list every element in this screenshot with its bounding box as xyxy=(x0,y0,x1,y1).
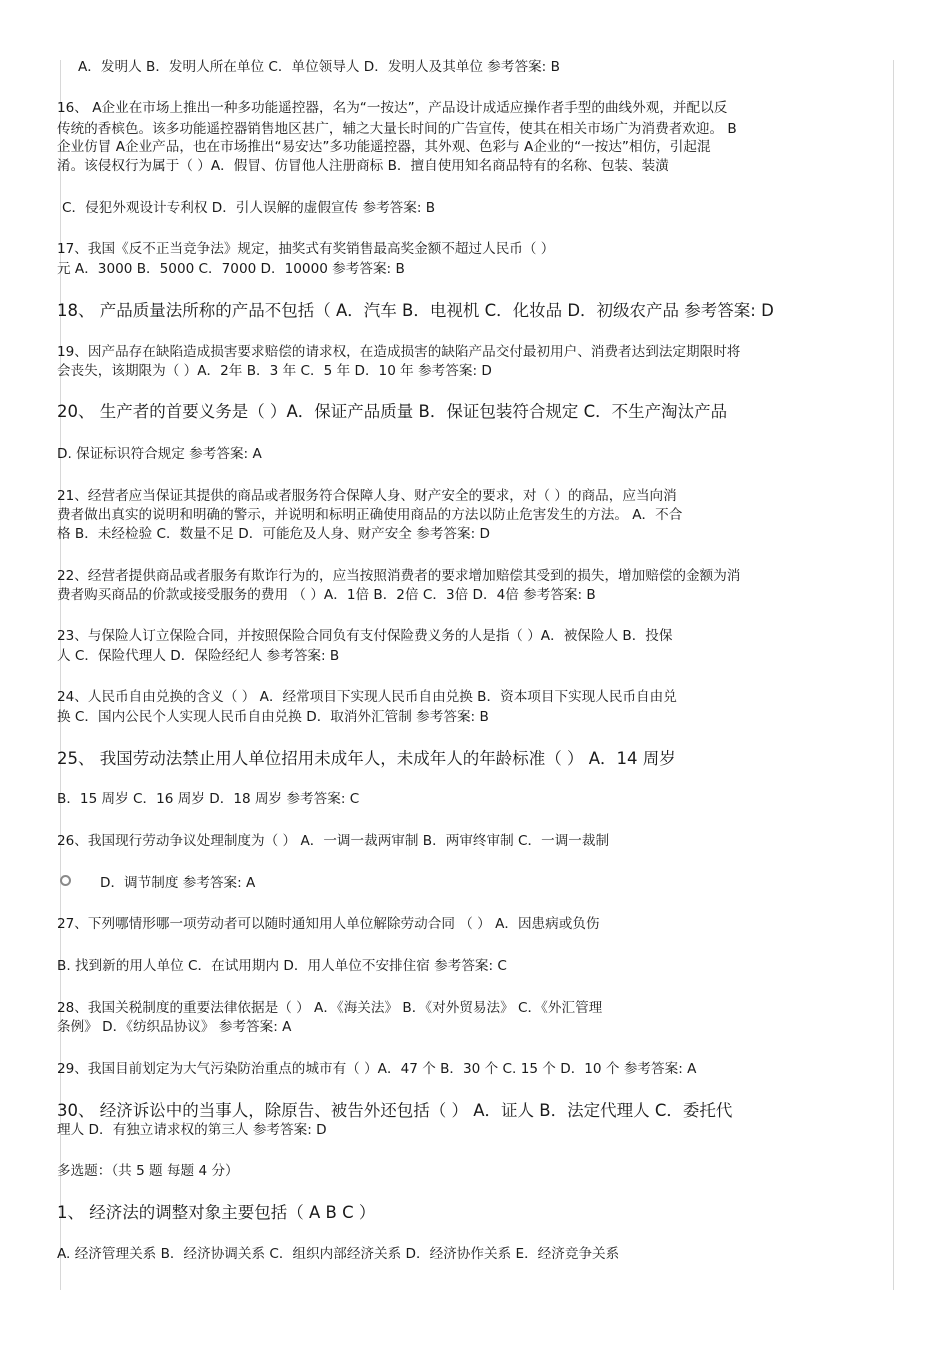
q28-text-line-1: 28、我国关税制度的重要法律依据是（ ） A．《海关法》 B．《对外贸易法》 C．《外汇管理 xyxy=(57,1000,603,1016)
q27-options-line: B. 找到新的用人单位 C．在试用期内 D．用人单位不安排住宿 参考答案: C xyxy=(57,958,507,974)
q17-options-line: 元 A．3000 B．5000 C．7000 D．10000 参考答案: B xyxy=(57,261,405,277)
q29-line: 29、我国目前划定为大气污染防治重点的城市有（ ）A．47 个 B．30 个 C. 15 个 D．10 个 参考答案: A xyxy=(57,1061,697,1077)
q24-options-line: 换 C．国内公民个人实现人民币自由兑换 D．取消外汇管制 参考答案: B xyxy=(57,709,489,725)
mc-q1-line: 1、 经济法的调整对象主要包括（ A B C ） xyxy=(57,1203,376,1222)
q25-options-line: B．15 周岁 C．16 周岁 D．18 周岁 参考答案: C xyxy=(57,791,360,807)
q16-text-line-3: 企业仿冒 A企业产品，也在市场推出“易安达”多功能遥控器，其外观、色彩与 A企业的“一按达”相仿，引起混 xyxy=(57,139,711,155)
q22-text-line-1: 22、经营者提供商品或者服务有欺诈行为的，应当按照消费者的要求增加赔偿其受到的损失，增加赔偿的金额为消 xyxy=(57,568,741,584)
q19-text-line-1: 19、因产品存在缺陷造成损害要求赔偿的请求权，在造成损害的缺陷产品交付最初用户、消费者达到法定期限时将 xyxy=(57,344,741,360)
multiple-choice-heading: 多选题：（共 5 题 每题 4 分） xyxy=(57,1163,239,1179)
q15-options-line: A．发明人 B．发明人所在单位 C．单位领导人 D．发明人及其单位 参考答案: B xyxy=(78,59,560,75)
q16-text-line-4: 淆。该侵权行为属于（ ）A．假冒、仿冒他人注册商标 B．擅自使用知名商品特有的名称、包装、装潢 xyxy=(57,158,669,174)
q30-line: 30、 经济诉讼中的当事人，除原告、被告外还包括（ ） A．证人 B．法定代理人 C．委托代 xyxy=(57,1101,733,1120)
q16-text-line-1: 16、 A企业在市场上推出一种多功能遥控器，名为“一按达”，产品设计成适应操作者手型的曲线外观，并配以反 xyxy=(57,100,728,116)
page-edge-right xyxy=(893,60,894,1290)
q19-options-line: 会丧失，该期限为（ ）A．2年 B．3 年 C．5 年 D．10 年 参考答案: D xyxy=(57,363,492,379)
q25-line: 25、 我国劳动法禁止用人单位招用未成年人，未成年人的年龄标准（ ） A．14 周岁 xyxy=(57,749,676,768)
q17-text-line-1: 17、我国《反不正当竞争法》规定，抽奖式有奖销售最高奖金额不超过人民币（ ） xyxy=(57,241,555,257)
q23-text-line-1: 23、与保险人订立保险合同，并按照保险合同负有支付保险费义务的人是指（ ）A．被保险人 B．投保 xyxy=(57,628,673,644)
q20-options-line: D. 保证标识符合规定 参考答案: A xyxy=(57,446,262,462)
q21-text-line-2: 费者做出真实的说明和明确的警示，并说明和标明正确使用商品的方法以防止危害发生的方法。 A．不合 xyxy=(57,507,683,523)
circle-icon xyxy=(60,875,71,886)
q18-line: 18、 产品质量法所称的产品不包括（ A．汽车 B．电视机 C．化妆品 D．初级农产品 参考答案: D xyxy=(57,301,774,320)
q26-options-line: D．调节制度 参考答案: A xyxy=(100,875,256,891)
q28-options-line: 条例》 D．《纺织品协议》 参考答案: A xyxy=(57,1019,292,1035)
q27-line: 27、下列哪情形哪一项劳动者可以随时通知用人单位解除劳动合同 （ ） A．因患病或负伤 xyxy=(57,916,600,932)
mc-q1-options-line: A. 经济管理关系 B．经济协调关系 C．组织内部经济关系 D．经济协作关系 E．经济竞争关系 xyxy=(57,1246,620,1262)
q23-options-line: 人 C．保险代理人 D．保险经纪人 参考答案: B xyxy=(57,648,340,664)
q16-options-line: C．侵犯外观设计专利权 D．引人误解的虚假宣传 参考答案: B xyxy=(62,200,436,216)
q30-options-line: 理人 D．有独立请求权的第三人 参考答案: D xyxy=(57,1122,327,1138)
q26-line: 26、我国现行劳动争议处理制度为（ ） A．一调一裁两审制 B．两审终审制 C．一调一裁制 xyxy=(57,833,610,849)
q21-text-line-1: 21、经营者应当保证其提供的商品或者服务符合保障人身、财产安全的要求，对（ ）的商品，应当向消 xyxy=(57,488,677,504)
q22-options-line: 费者购买商品的价款或接受服务的费用 （ ）A．1倍 B．2倍 C．3倍 D．4倍 参考答案: B xyxy=(57,587,596,603)
q16-text-line-2: 传统的香槟色。该多功能遥控器销售地区甚广，辅之大量长时间的广告宣传，使其在相关市场广为消费者欢迎。 B xyxy=(57,121,737,137)
q20-line: 20、 生产者的首要义务是（ ）A．保证产品质量 B．保证包装符合规定 C．不生产淘汰产品 xyxy=(57,402,728,421)
q21-options-line: 格 B．未经检验 C．数量不足 D．可能危及人身、财产安全 参考答案: D xyxy=(57,526,490,542)
q24-text-line-1: 24、人民币自由兑换的含义（ ） A．经常项目下实现人民币自由兑换 B．资本项目下实现人民币自由兑 xyxy=(57,689,677,705)
